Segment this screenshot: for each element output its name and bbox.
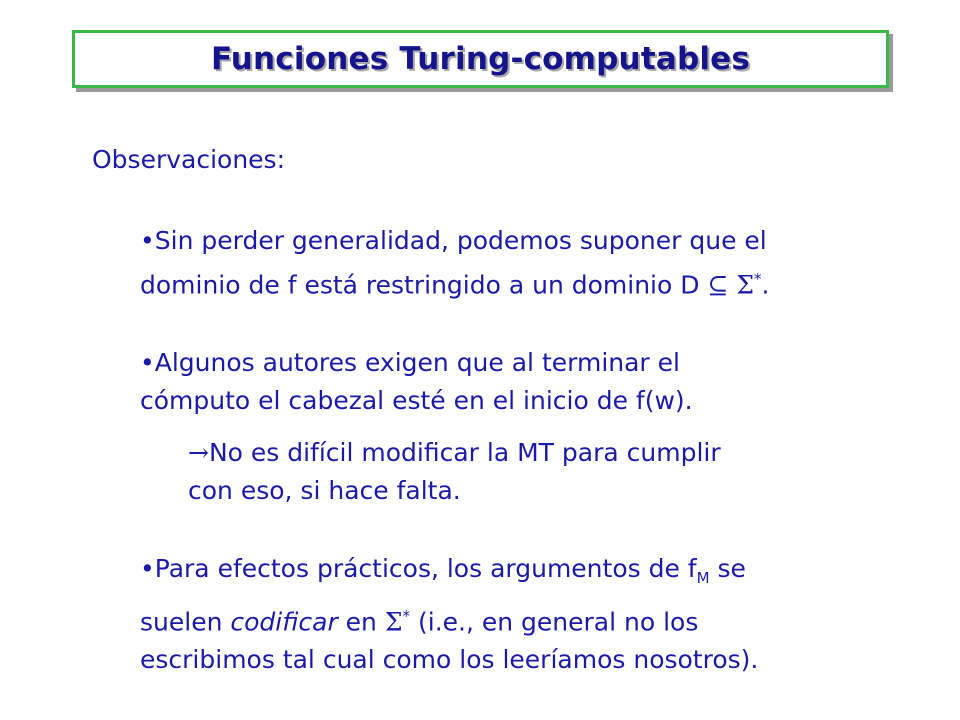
kleene-star: * bbox=[754, 270, 762, 288]
bullet: • bbox=[140, 226, 155, 255]
bullet: • bbox=[140, 348, 155, 377]
item-3-line-1-end: se bbox=[709, 554, 746, 583]
slide-title: Funciones Turing-computables bbox=[210, 41, 751, 77]
observation-item-1 bbox=[140, 222, 900, 304]
bullet: • bbox=[140, 554, 155, 583]
subscript-m: M bbox=[696, 569, 710, 587]
item-2-line-1: Algunos autores exigen que al terminar el bbox=[154, 348, 680, 377]
item-1-line-1: Sin perder generalidad, podemos suponer que el bbox=[154, 226, 767, 255]
item-3-line-3: escribimos tal cual como los leeríamos nosotros). bbox=[140, 645, 759, 675]
item-3-line-2-mid: en bbox=[337, 607, 385, 637]
observation-subitem bbox=[188, 434, 908, 510]
sigma-symbol: Σ bbox=[384, 607, 403, 637]
item-1-line-2: dominio de f está restringido a un dominio D bbox=[140, 270, 708, 300]
item-3-line-2-start: suelen bbox=[140, 607, 231, 637]
item-2-line-2: cómputo el cabezal esté en el inicio de f(w). bbox=[140, 386, 693, 415]
subset-symbol: ⊆ bbox=[707, 270, 729, 300]
observation-item-3 bbox=[140, 550, 920, 679]
subitem-line-2: con eso, si hace falta. bbox=[188, 476, 461, 505]
item-1-end: . bbox=[761, 270, 770, 300]
kleene-star: * bbox=[402, 607, 411, 625]
arrow-icon: → bbox=[188, 438, 209, 467]
item-3-line-2-end: (i.e., en general no los bbox=[410, 607, 699, 637]
title-box bbox=[72, 30, 889, 88]
emphasis-codificar: codificar bbox=[230, 607, 338, 637]
item-3-line-1: Para efectos prácticos, los argumentos de f bbox=[154, 554, 697, 583]
subitem-line-1: No es difícil modificar la MT para cumplir bbox=[208, 438, 721, 467]
observation-item-2 bbox=[140, 344, 900, 420]
observations-heading: Observaciones: bbox=[92, 145, 286, 174]
sigma-symbol: Σ bbox=[736, 270, 755, 300]
